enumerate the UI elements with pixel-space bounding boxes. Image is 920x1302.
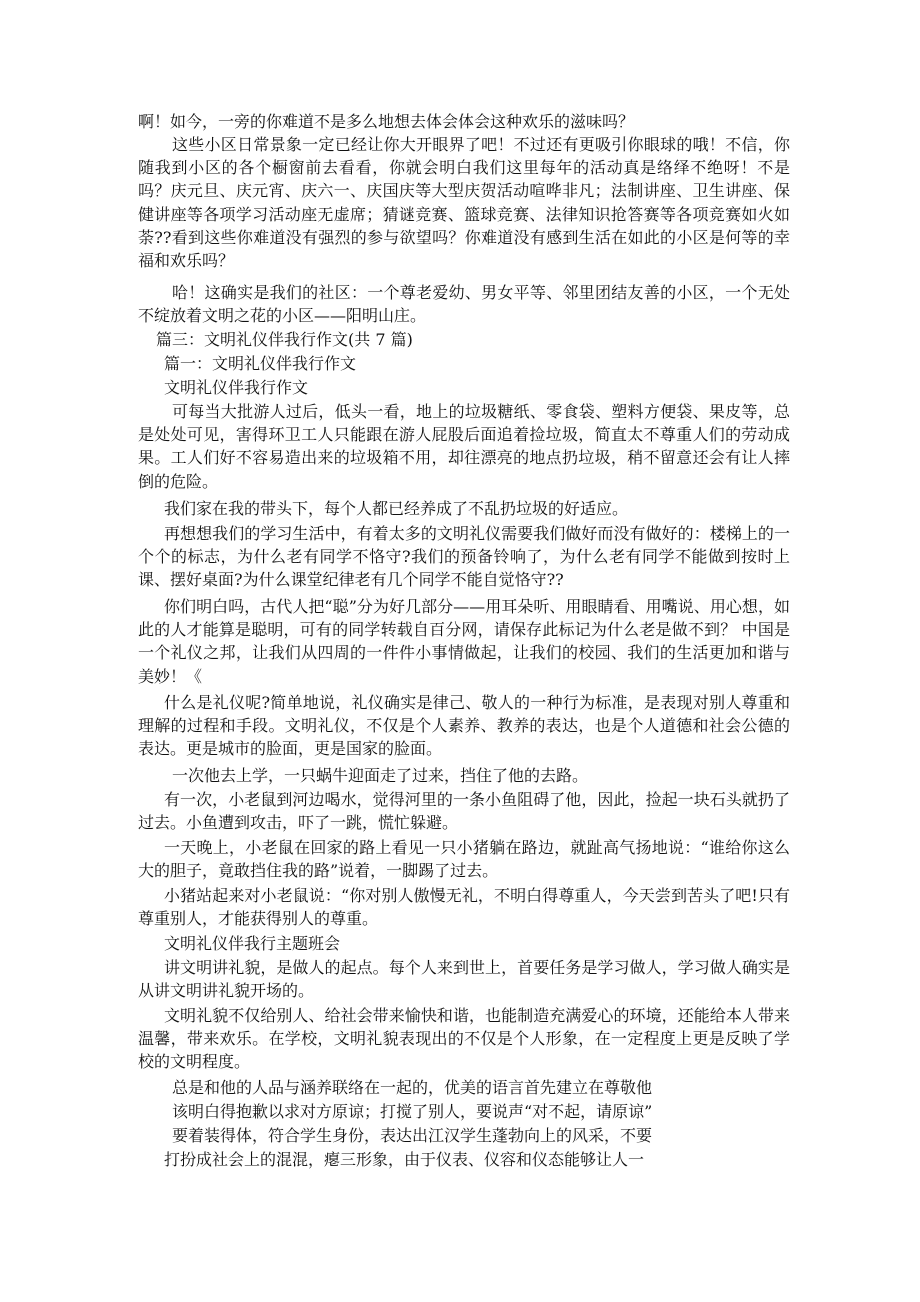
paragraph-10: 有一次，小老鼠到河边喝水，觉得河里的一条小鱼阻碍了他，因此，捡起一块石头就扔了过去。小鱼遭到攻击，吓了一跳，慌忙躲避。 — [138, 790, 790, 833]
paragraph-9: 一次他去上学，一只蜗牛迎面走了过来，挡住了他的去路。 — [172, 766, 589, 785]
essay-title: 文明礼仪伴我行作文 — [164, 378, 309, 397]
sub-heading-1: 篇一：文明礼仪伴我行作文 — [164, 354, 357, 373]
paragraph-11: 一天晚上，小老鼠在回家的路上看见一只小猪躺在路边，就趾高气扬地说：“谁给你这么大的胆子，竟敢挡住我的路”说着，一脚踢了过去。 — [138, 838, 790, 881]
paragraph-13: 讲文明讲礼貌，是做人的起点。每个人来到世上，首要任务是学习做人，学习做人确实是从讲文明讲礼貌开场的。 — [138, 958, 790, 1001]
fragment-line-3: 要着装得体，符合学生身份，表达出江汉学生蓬勃向上的风采，不要 — [172, 1126, 653, 1145]
paragraph-2: 这些小区日常景象一定已经让你大开眼界了吧！不过还有更吸引你眼球的哦！不信，你随我到小区的各个橱窗前去看看，你就会明白我们这里每年的活动真是络绎不绝呀！不是吗？庆元旦、庆元宵、庆六一、庆国庆等大型庆贺活动喧哗非凡；法制讲座、卫生讲座、保健讲座等各项学习活动座无虚席；猜谜竞赛、篮球竞赛、法律知识抢答赛等各项竞赛如火如荼??看到这些你难道没有强烈的参与欲望吗？你难道没有感到生活在如此的小区是何等的幸福和欢乐吗？ — [138, 135, 790, 271]
paragraph-1: 啊！如今，一旁的你难道不是多么地想去体会体会这种欢乐的滋味吗？ — [138, 112, 635, 131]
paragraph-3: 哈！这确实是我们的社区：一个尊老爱幼、男女平等、邻里团结友善的小区，一个无处不绽放着文明之花的小区——阳明山庄。 — [138, 283, 790, 326]
paragraph-4: 可每当大批游人过后，低头一看，地上的垃圾糖纸、零食袋、塑料方便袋、果皮等，总是处处可见，害得环卫工人只能跟在游人屁股后面追着捡垃圾，简直太不尊重人们的劳动成果。工人们好不容易造出来的垃圾箱不用，却往漂亮的地点扔垃圾，稍不留意还会有让人摔倒的危险。 — [138, 402, 790, 491]
fragment-line-4: 打扮成社会上的混混，瘪三形象，由于仪表、仪容和仪态能够让人一 — [164, 1150, 645, 1169]
fragment-line-1: 总是和他的人品与涵养联络在一起的，优美的语言首先建立在尊敬他 — [172, 1078, 653, 1097]
sub-heading-class-meeting: 文明礼仪伴我行主题班会 — [164, 934, 341, 953]
fragment-line-2: 该明白得抱歉以求对方原谅；打搅了别人，要说声“对不起，请原谅” — [172, 1102, 653, 1121]
paragraph-5: 我们家在我的带头下，每个人都已经养成了不乱扔垃圾的好适应。 — [164, 499, 629, 518]
paragraph-8: 什么是礼仪呢?简单地说，礼仪确实是律己、敬人的一种行为标准，是表现对别人尊重和理解的过程和手段。文明礼仪，不仅是个人素养、教养的表达，也是个人道德和社会公德的表达。更是城市的脸面，更是国家的脸面。 — [138, 693, 790, 759]
section-heading-3: 篇三：文明礼仪伴我行作文(共 7 篇) — [156, 330, 413, 349]
paragraph-12: 小猪站起来对小老鼠说：“你对别人傲慢无礼，不明白得尊重人，今天尝到苦头了吧!只有尊重别人，才能获得别人的尊重。 — [138, 886, 790, 929]
paragraph-6: 再想想我们的学习生活中，有着太多的文明礼仪需要我们做好而没有做好的：楼梯上的一个个的标志，为什么老有同学不恪守?我们的预备铃响了，为什么老有同学不能做到按时上课、摆好桌面?为什么课堂纪律老有几个同学不能自觉恪守?? — [138, 524, 790, 590]
paragraph-14: 文明礼貌不仅给别人、给社会带来愉快和谐，也能制造充满爱心的环境，还能给本人带来温馨，带来欢乐。在学校，文明礼貌表现出的不仅是个人形象，在一定程度上更是反映了学校的文明程度。 — [138, 1006, 790, 1072]
paragraph-7: 你们明白吗，古代人把“聪”分为好几部分——用耳朵听、用眼睛看、用嘴说、用心想，如此的人才能算是聪明，可有的同学转载自百分网，请保存此标记为什么老是做不到？ 中国是一个礼仪之邦，让我们从四周的一件件小事情做起，让我们的校园、我们的生活更加和谐与美妙！《 — [138, 597, 790, 686]
